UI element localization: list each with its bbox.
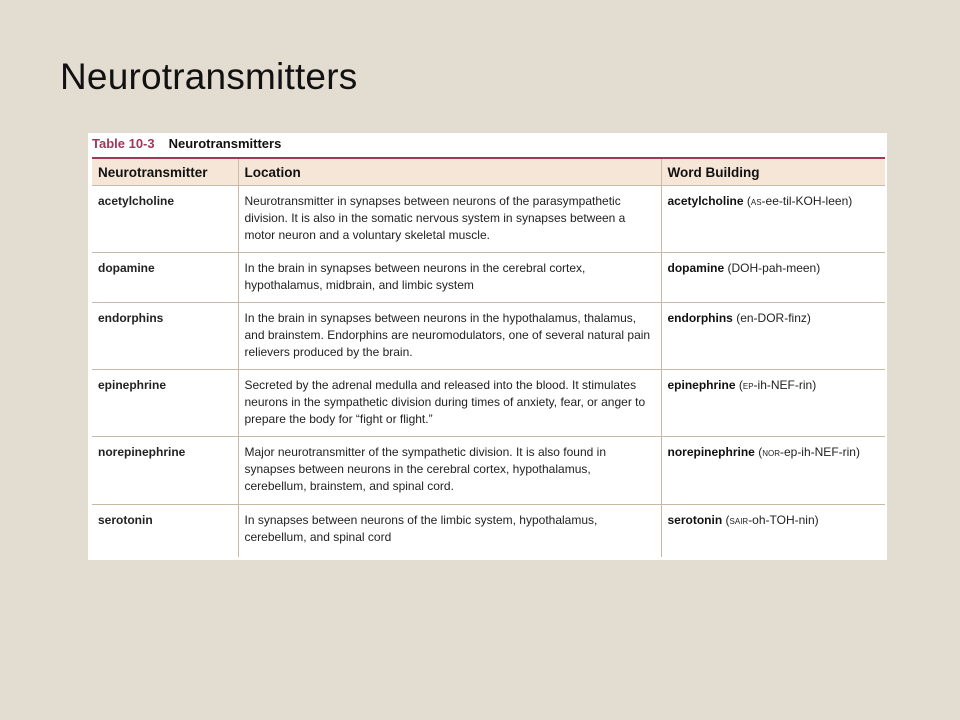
pronunciation: -oh-TOH-nin)	[748, 513, 819, 527]
pronunciation-small-caps: ep	[742, 380, 754, 392]
slide-title: Neurotransmitters	[60, 56, 358, 97]
neurotransmitter-name: acetylcholine	[92, 186, 238, 253]
neurotransmitter-name: serotonin	[92, 505, 238, 557]
table-number: Table 10-3	[92, 136, 155, 151]
neurotransmitters-table	[92, 159, 885, 557]
location-cell: In synapses between neurons of the limbic system, hypothalamus, cerebellum, and spinal cord	[238, 505, 661, 557]
table-title: Neurotransmitters	[168, 136, 282, 151]
pronunciation-open: (	[738, 378, 743, 392]
neurotransmitter-name: norepinephrine	[92, 437, 238, 505]
table-header-row	[92, 159, 885, 186]
column-header-location: Location	[238, 159, 661, 186]
word-building-cell	[661, 186, 885, 253]
word-building-term: acetylcholine	[667, 194, 744, 208]
word-building-cell	[661, 437, 885, 505]
word-building-term: dopamine	[667, 261, 725, 275]
location-cell: Neurotransmitter in synapses between neurons of the parasympathetic division. It is also in the somatic nervous system in synapses between a motor neuron and a voluntary skeletal muscle.	[238, 186, 661, 253]
table-row	[92, 253, 885, 303]
word-building-term: endorphins	[667, 311, 733, 325]
pronunciation-small-caps: nor	[762, 447, 780, 459]
word-building-term: epinephrine	[667, 378, 736, 392]
location-cell: Secreted by the adrenal medulla and released into the blood. It stimulates neurons in the sympathetic division during times of anxiety, fear, or anger to prepare the body for “fight or flight.”	[238, 370, 661, 437]
word-building-cell	[661, 253, 885, 303]
pronunciation: en-DOR-finz)	[740, 311, 811, 325]
pronunciation-open: (	[758, 445, 763, 459]
column-header-word-building: Word Building	[661, 159, 885, 186]
neurotransmitter-name: epinephrine	[92, 370, 238, 437]
pronunciation-small-caps: as	[750, 196, 762, 208]
pronunciation: -ih-NEF-rin)	[753, 378, 817, 392]
word-building-cell	[661, 370, 885, 437]
table-row	[92, 186, 885, 253]
word-building-cell	[661, 303, 885, 370]
neurotransmitter-name: dopamine	[92, 253, 238, 303]
table-caption	[92, 136, 281, 154]
pronunciation-open: (	[725, 513, 730, 527]
pronunciation: -ee-til-KOH-leen)	[761, 194, 853, 208]
table-row	[92, 370, 885, 437]
column-header-neurotransmitter: Neurotransmitter	[92, 159, 238, 186]
neurotransmitter-name: endorphins	[92, 303, 238, 370]
pronunciation: DOH-pah-meen)	[731, 261, 821, 275]
location-cell: In the brain in synapses between neurons in the cerebral cortex, hypothalamus, midbrain, and limbic system	[238, 253, 661, 303]
pronunciation-open: (	[727, 261, 732, 275]
pronunciation-open: (	[746, 194, 751, 208]
table-row	[92, 505, 885, 557]
location-cell: In the brain in synapses between neurons in the hypothalamus, thalamus, and brainstem. Endorphins are neuromodulators, one of several natural pain relievers produced by the brain.	[238, 303, 661, 370]
pronunciation-open: (	[736, 311, 741, 325]
word-building-cell	[661, 505, 885, 557]
neurotransmitters-table-figure	[88, 133, 887, 560]
word-building-term: serotonin	[667, 513, 723, 527]
pronunciation: -ep-ih-NEF-rin)	[779, 445, 860, 459]
location-cell: Major neurotransmitter of the sympathetic division. It is also found in synapses between neurons in the cerebral cortex, hypothalamus, cerebellum, brainstem, and spinal cord.	[238, 437, 661, 505]
word-building-term: norepinephrine	[667, 445, 755, 459]
table-row	[92, 303, 885, 370]
pronunciation-small-caps: sair	[729, 515, 749, 527]
table-row	[92, 437, 885, 505]
